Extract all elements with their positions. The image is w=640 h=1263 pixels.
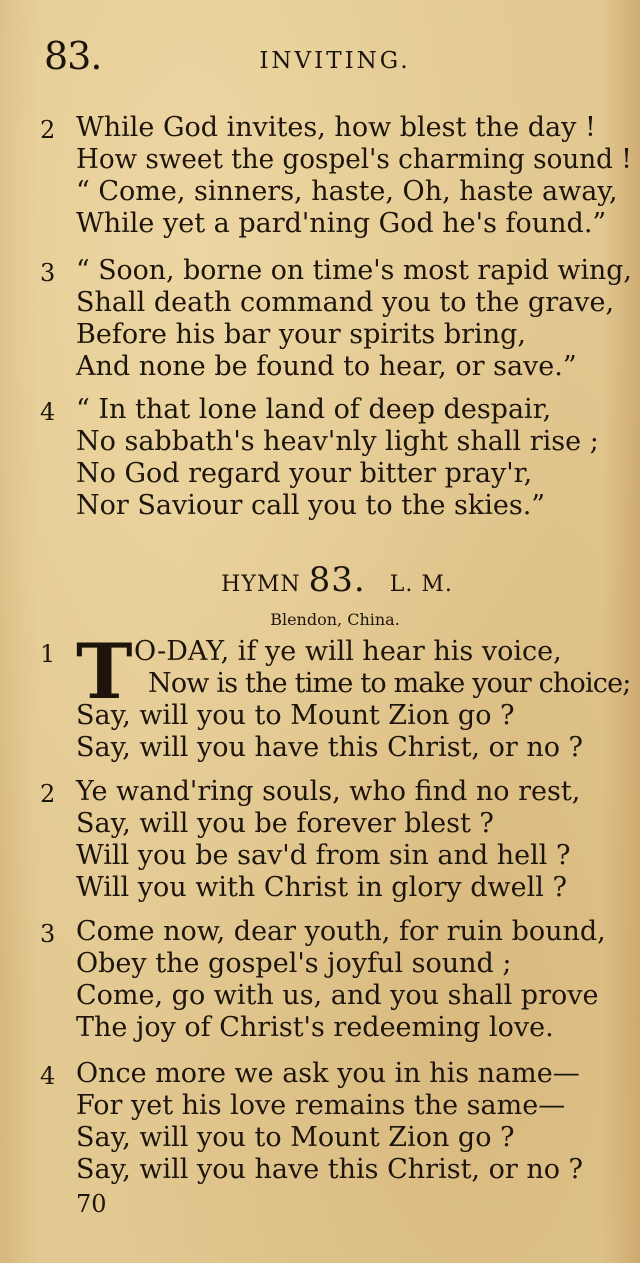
verse-line: How sweet the gospel's charming sound ! <box>76 144 632 175</box>
hymn-heading <box>0 560 640 600</box>
verse-line: Will you with Christ in glory dwell ? <box>76 872 567 903</box>
verse-line: Nor Saviour call you to the skies.” <box>76 490 546 521</box>
verse-line: Say, will you have this Christ, or no ? <box>76 732 584 763</box>
verse-line: Now is the time to make your choice; <box>148 668 631 699</box>
stanza-number: 4 <box>40 1062 56 1090</box>
verse-line: For yet his love remains the same— <box>76 1090 566 1121</box>
tune-names: Blendon, China. <box>270 610 400 629</box>
verse-line: The joy of Christ's redeeming love. <box>76 1012 554 1043</box>
stanza-number: 3 <box>40 920 56 948</box>
verse-line: Say, will you have this Christ, or no ? <box>76 1154 584 1185</box>
verse-line: Before his bar your spirits bring, <box>76 319 526 350</box>
verse-line: Say, will you be forever blest ? <box>76 808 494 839</box>
verse-line: No God regard your bitter pray'r, <box>76 458 533 489</box>
verse-line: No sabbath's heav'nly light shall rise ; <box>76 426 599 457</box>
verse-line: O-DAY, if ye will hear his voice, <box>134 636 562 667</box>
verse-line: Shall death command you to the grave, <box>76 287 615 318</box>
verse-line: Will you be sav'd from sin and hell ? <box>76 840 571 871</box>
verse-line: While yet a pard'ning God he's found.” <box>76 208 607 239</box>
stanza-number: 4 <box>40 398 56 426</box>
verse-line: Ye wand'ring souls, who find no rest, <box>76 776 581 807</box>
verse-line: Once more we ask you in his name— <box>76 1058 580 1089</box>
verse-line: “ Come, sinners, haste, Oh, haste away, <box>76 176 618 207</box>
verse-line: Say, will you to Mount Zion go ? <box>76 700 515 731</box>
verse-line: Come, go with us, and you shall prove <box>76 980 599 1011</box>
running-title: INVITING. <box>259 48 411 74</box>
drop-cap: T <box>76 627 133 716</box>
verse-line: Come now, dear youth, for ruin bound, <box>76 916 606 947</box>
stanza-number: 2 <box>40 116 56 144</box>
stanza-number: 1 <box>40 640 56 668</box>
verse-line: Say, will you to Mount Zion go ? <box>76 1122 515 1153</box>
verse-line: Obey the gospel's joyful sound ; <box>76 948 512 979</box>
verse-line: “ Soon, borne on time's most rapid wing, <box>76 255 632 286</box>
signature-number: 70 <box>76 1190 107 1218</box>
verse-line: “ In that lone land of deep despair, <box>76 394 552 425</box>
verse-line: And none be found to hear, or save.” <box>76 351 577 382</box>
page-number: 83. <box>44 34 102 78</box>
hymn-meter: L. M. <box>389 572 453 597</box>
hymn-number: 83. <box>308 560 366 600</box>
stanza-number: 2 <box>40 780 56 808</box>
verse-line: While God invites, how blest the day ! <box>76 112 596 143</box>
hymn-label: HYMN <box>221 572 301 597</box>
stanza-number: 3 <box>40 259 56 287</box>
